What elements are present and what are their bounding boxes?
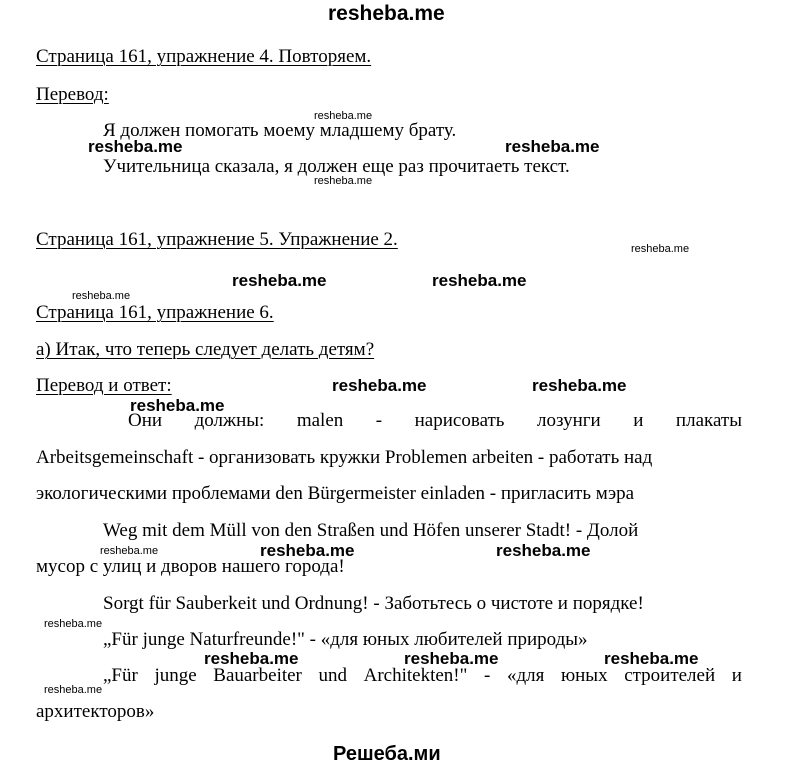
watermark-large: resheba.me: [505, 137, 600, 156]
answer-label: Перевод и ответ:: [36, 375, 172, 396]
section-heading-exercise-6: Страница 161, упражнение 6.: [36, 302, 274, 323]
site-footer: Решеба.ми: [333, 743, 441, 765]
watermark-large: resheba.me: [332, 376, 427, 395]
watermark-small: resheba.me: [100, 545, 159, 557]
watermark-large: resheba.me: [88, 137, 183, 156]
word: плакаты: [675, 410, 742, 431]
answer-line: экологическими проблемами den Bürgermeister einladen - пригласить мэра: [36, 483, 635, 504]
answer-line: Arbeitsgemeinschaft - организовать кружки Problemen arbeiten - работать над: [36, 447, 653, 468]
word: -: [375, 410, 383, 431]
watermark-large: resheba.me: [532, 376, 627, 395]
word: Architekten!": [363, 665, 468, 686]
section-heading-exercise-5: Страница 161, упражнение 5. Упражнение 2.: [36, 229, 398, 250]
word: und: [318, 665, 347, 686]
answer-line: „Für junge Naturfreunde!" - «для юных любителей природы»: [103, 629, 588, 650]
word: „Für: [103, 665, 138, 686]
watermark-large: resheba.me: [260, 541, 355, 560]
word: должны:: [194, 410, 265, 431]
watermark-large: resheba.me: [432, 271, 527, 290]
watermark-large: resheba.me: [130, 396, 225, 415]
word: «для: [506, 665, 545, 686]
word: -: [484, 665, 491, 686]
watermark-small: resheba.me: [44, 684, 103, 696]
word: лозунги: [537, 410, 601, 431]
site-header: resheba.me: [328, 2, 445, 25]
translation-label: Перевод:: [36, 84, 109, 105]
watermark-small: resheba.me: [314, 110, 373, 122]
translation-line: Я должен помогать моему младшему брату.: [103, 120, 457, 141]
watermark-large: resheba.me: [232, 271, 327, 290]
translation-line: Учительница сказала, я должен еще раз прочитаеть текст.: [103, 156, 570, 177]
word: malen: [296, 410, 344, 431]
word: Они: [128, 410, 163, 431]
word: Bauarbeiter: [213, 665, 302, 686]
answer-line: мусор с улиц и дворов нашего города!: [36, 556, 345, 577]
word: строителей: [624, 665, 716, 686]
watermark-small: resheba.me: [314, 175, 373, 187]
watermark-large: resheba.me: [604, 649, 699, 668]
question-text: а) Итак, что теперь следует делать детям?: [36, 339, 375, 360]
watermark-large: resheba.me: [204, 649, 299, 668]
answer-line: Sorgt für Sauberkeit und Ordnung! - Заботьтесь о чистоте и порядке!: [103, 593, 644, 614]
word: нарисовать: [414, 410, 505, 431]
answer-line: архитекторов»: [36, 701, 155, 722]
answer-line: Weg mit dem Müll von den Straßen und Höfen unserer Stadt! - Долой: [103, 520, 639, 541]
word: и: [731, 665, 742, 686]
word: юных: [560, 665, 608, 686]
word: и: [633, 410, 644, 431]
watermark-large: resheba.me: [404, 649, 499, 668]
watermark-small: resheba.me: [72, 290, 131, 302]
watermark-small: resheba.me: [44, 618, 103, 630]
word: junge: [154, 665, 197, 686]
watermark-large: resheba.me: [496, 541, 591, 560]
section-heading-exercise-4: Страница 161, упражнение 4. Повторяем.: [36, 46, 372, 67]
watermark-small: resheba.me: [631, 243, 690, 255]
